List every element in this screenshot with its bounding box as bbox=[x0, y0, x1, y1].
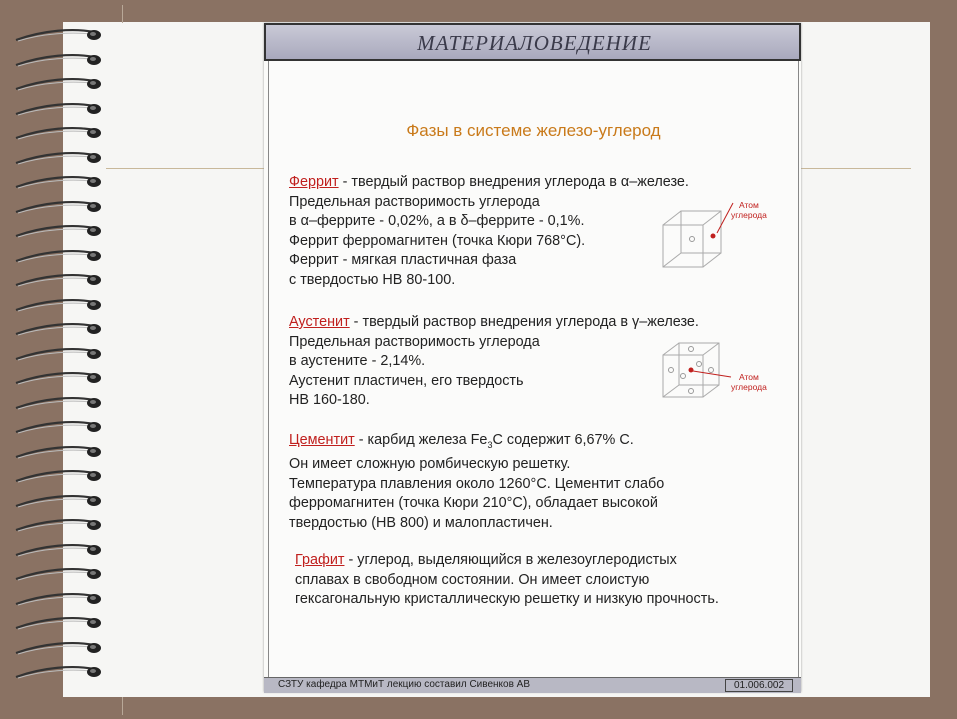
cementite-line-1: Цементит - карбид железа $Fe_3С$ содержит 6,67% С. bbox=[289, 432, 634, 450]
ferrite-line-4: Феррит ферромагнитен (точка Кюри 768°С). bbox=[289, 232, 586, 249]
ferrite-term: Феррит bbox=[289, 174, 339, 190]
spiral-coil-icon bbox=[14, 102, 102, 116]
graphite-line-1: Графит - углерод, выделяющийся в железоуглеродистых bbox=[295, 552, 677, 568]
carbon-pointer-line-2 bbox=[689, 361, 735, 381]
austenite-block bbox=[289, 313, 699, 411]
spiral-coil-icon bbox=[14, 665, 102, 679]
spiral-coil-icon bbox=[14, 126, 102, 140]
ferrite-atom-label-2: углерода bbox=[731, 210, 767, 220]
cementite-line-2: Он имеет сложную ромбическую решетку. bbox=[289, 456, 571, 473]
ferrite-line-1: Феррит - твердый раствор внедрения углерода в α–железе. bbox=[289, 174, 689, 190]
graphite-line-3: гексагональную кристаллическую решетку и низкую прочность. bbox=[295, 591, 719, 607]
austenite-line-3: в аустените - 2,14%. bbox=[289, 353, 426, 369]
footer-credit: СЗТУ кафедра МТМиТ лекцию составил Сивенков АВ bbox=[278, 679, 531, 690]
austenite-line-4: Аустенит пластичен, его твердость bbox=[289, 372, 524, 389]
spiral-coil-icon bbox=[14, 592, 102, 606]
guide-tick-top bbox=[122, 5, 123, 23]
spiral-coil-icon bbox=[14, 200, 102, 214]
ferrite-block bbox=[289, 173, 689, 290]
cementite-line-4: ферромагнитен (точка Кюри 210°С), обладает высокой bbox=[289, 495, 658, 512]
spiral-coil-icon bbox=[14, 396, 102, 410]
slide-body bbox=[268, 61, 799, 677]
austenite-line-1: Аустенит - твердый раствор внедрения углерода в γ–железе. bbox=[289, 314, 699, 330]
spiral-coil-icon bbox=[14, 53, 102, 67]
cementite-term: Цементит bbox=[289, 432, 355, 448]
spiral-coil-icon bbox=[14, 151, 102, 165]
spiral-coil-icon bbox=[14, 445, 102, 459]
graphite-line-2: сплавах в свободном состоянии. Он имеет слоистую bbox=[295, 571, 650, 588]
spiral-coil-icon bbox=[14, 273, 102, 287]
graphite-block bbox=[295, 551, 719, 610]
spiral-coil-icon bbox=[14, 322, 102, 336]
spiral-coil-icon bbox=[14, 175, 102, 189]
footer-page-code: 01.006.002 bbox=[725, 679, 793, 692]
spiral-coil-icon bbox=[14, 469, 102, 483]
slide-title: Фазы в системе железо-углерод bbox=[406, 121, 661, 140]
austenite-line-2: Предельная растворимость углерода bbox=[289, 333, 540, 350]
guide-line-left bbox=[106, 168, 264, 169]
spiral-coil-icon bbox=[14, 28, 102, 42]
spiral-coil-icon bbox=[14, 518, 102, 532]
spiral-coil-icon bbox=[14, 224, 102, 238]
austenite-atom-label-1: Атом bbox=[739, 372, 759, 382]
spiral-coil-icon bbox=[14, 298, 102, 312]
spiral-coil-icon bbox=[14, 371, 102, 385]
spiral-coil-icon bbox=[14, 249, 102, 263]
spiral-coil-icon bbox=[14, 567, 102, 581]
ferrite-atom-label-1: Атом bbox=[739, 200, 759, 210]
austenite-line-5: НВ 160-180. bbox=[289, 392, 370, 408]
ferrite-line-5: Феррит - мягкая пластичная фаза bbox=[289, 252, 517, 268]
slide-footer bbox=[264, 677, 801, 693]
ferrite-line-2: Предельная растворимость углерода bbox=[289, 193, 540, 210]
graphite-term: Графит bbox=[295, 552, 345, 568]
spiral-coil-icon bbox=[14, 616, 102, 630]
ferrite-line-6: с твердостью НВ 80-100. bbox=[289, 271, 456, 288]
cementite-block bbox=[289, 431, 664, 533]
slide-header bbox=[264, 23, 801, 61]
cementite-line-5: твердостью (НВ 800) и малопластичен. bbox=[289, 514, 553, 531]
spiral-coil-icon bbox=[14, 494, 102, 508]
guide-tick-bottom bbox=[122, 697, 123, 715]
spiral-coil-icon bbox=[14, 420, 102, 434]
guide-line-right bbox=[801, 168, 911, 169]
spiral-coil-icon bbox=[14, 543, 102, 557]
spiral-coil-icon bbox=[14, 641, 102, 655]
spiral-coil-icon bbox=[14, 77, 102, 91]
subject-title: МАТЕРИАЛОВЕДЕНИЕ bbox=[417, 31, 652, 55]
spiral-coil-icon bbox=[14, 347, 102, 361]
cementite-line-3: Температура плавления около 1260°С. Цементит слабо bbox=[289, 475, 665, 492]
austenite-term: Аустенит bbox=[289, 314, 350, 330]
lecture-slide bbox=[264, 23, 801, 692]
austenite-atom-label-2: углерода bbox=[731, 382, 767, 392]
ferrite-line-3: в α–феррите - 0,02%, а в δ–феррите - 0,1%. bbox=[289, 213, 585, 229]
